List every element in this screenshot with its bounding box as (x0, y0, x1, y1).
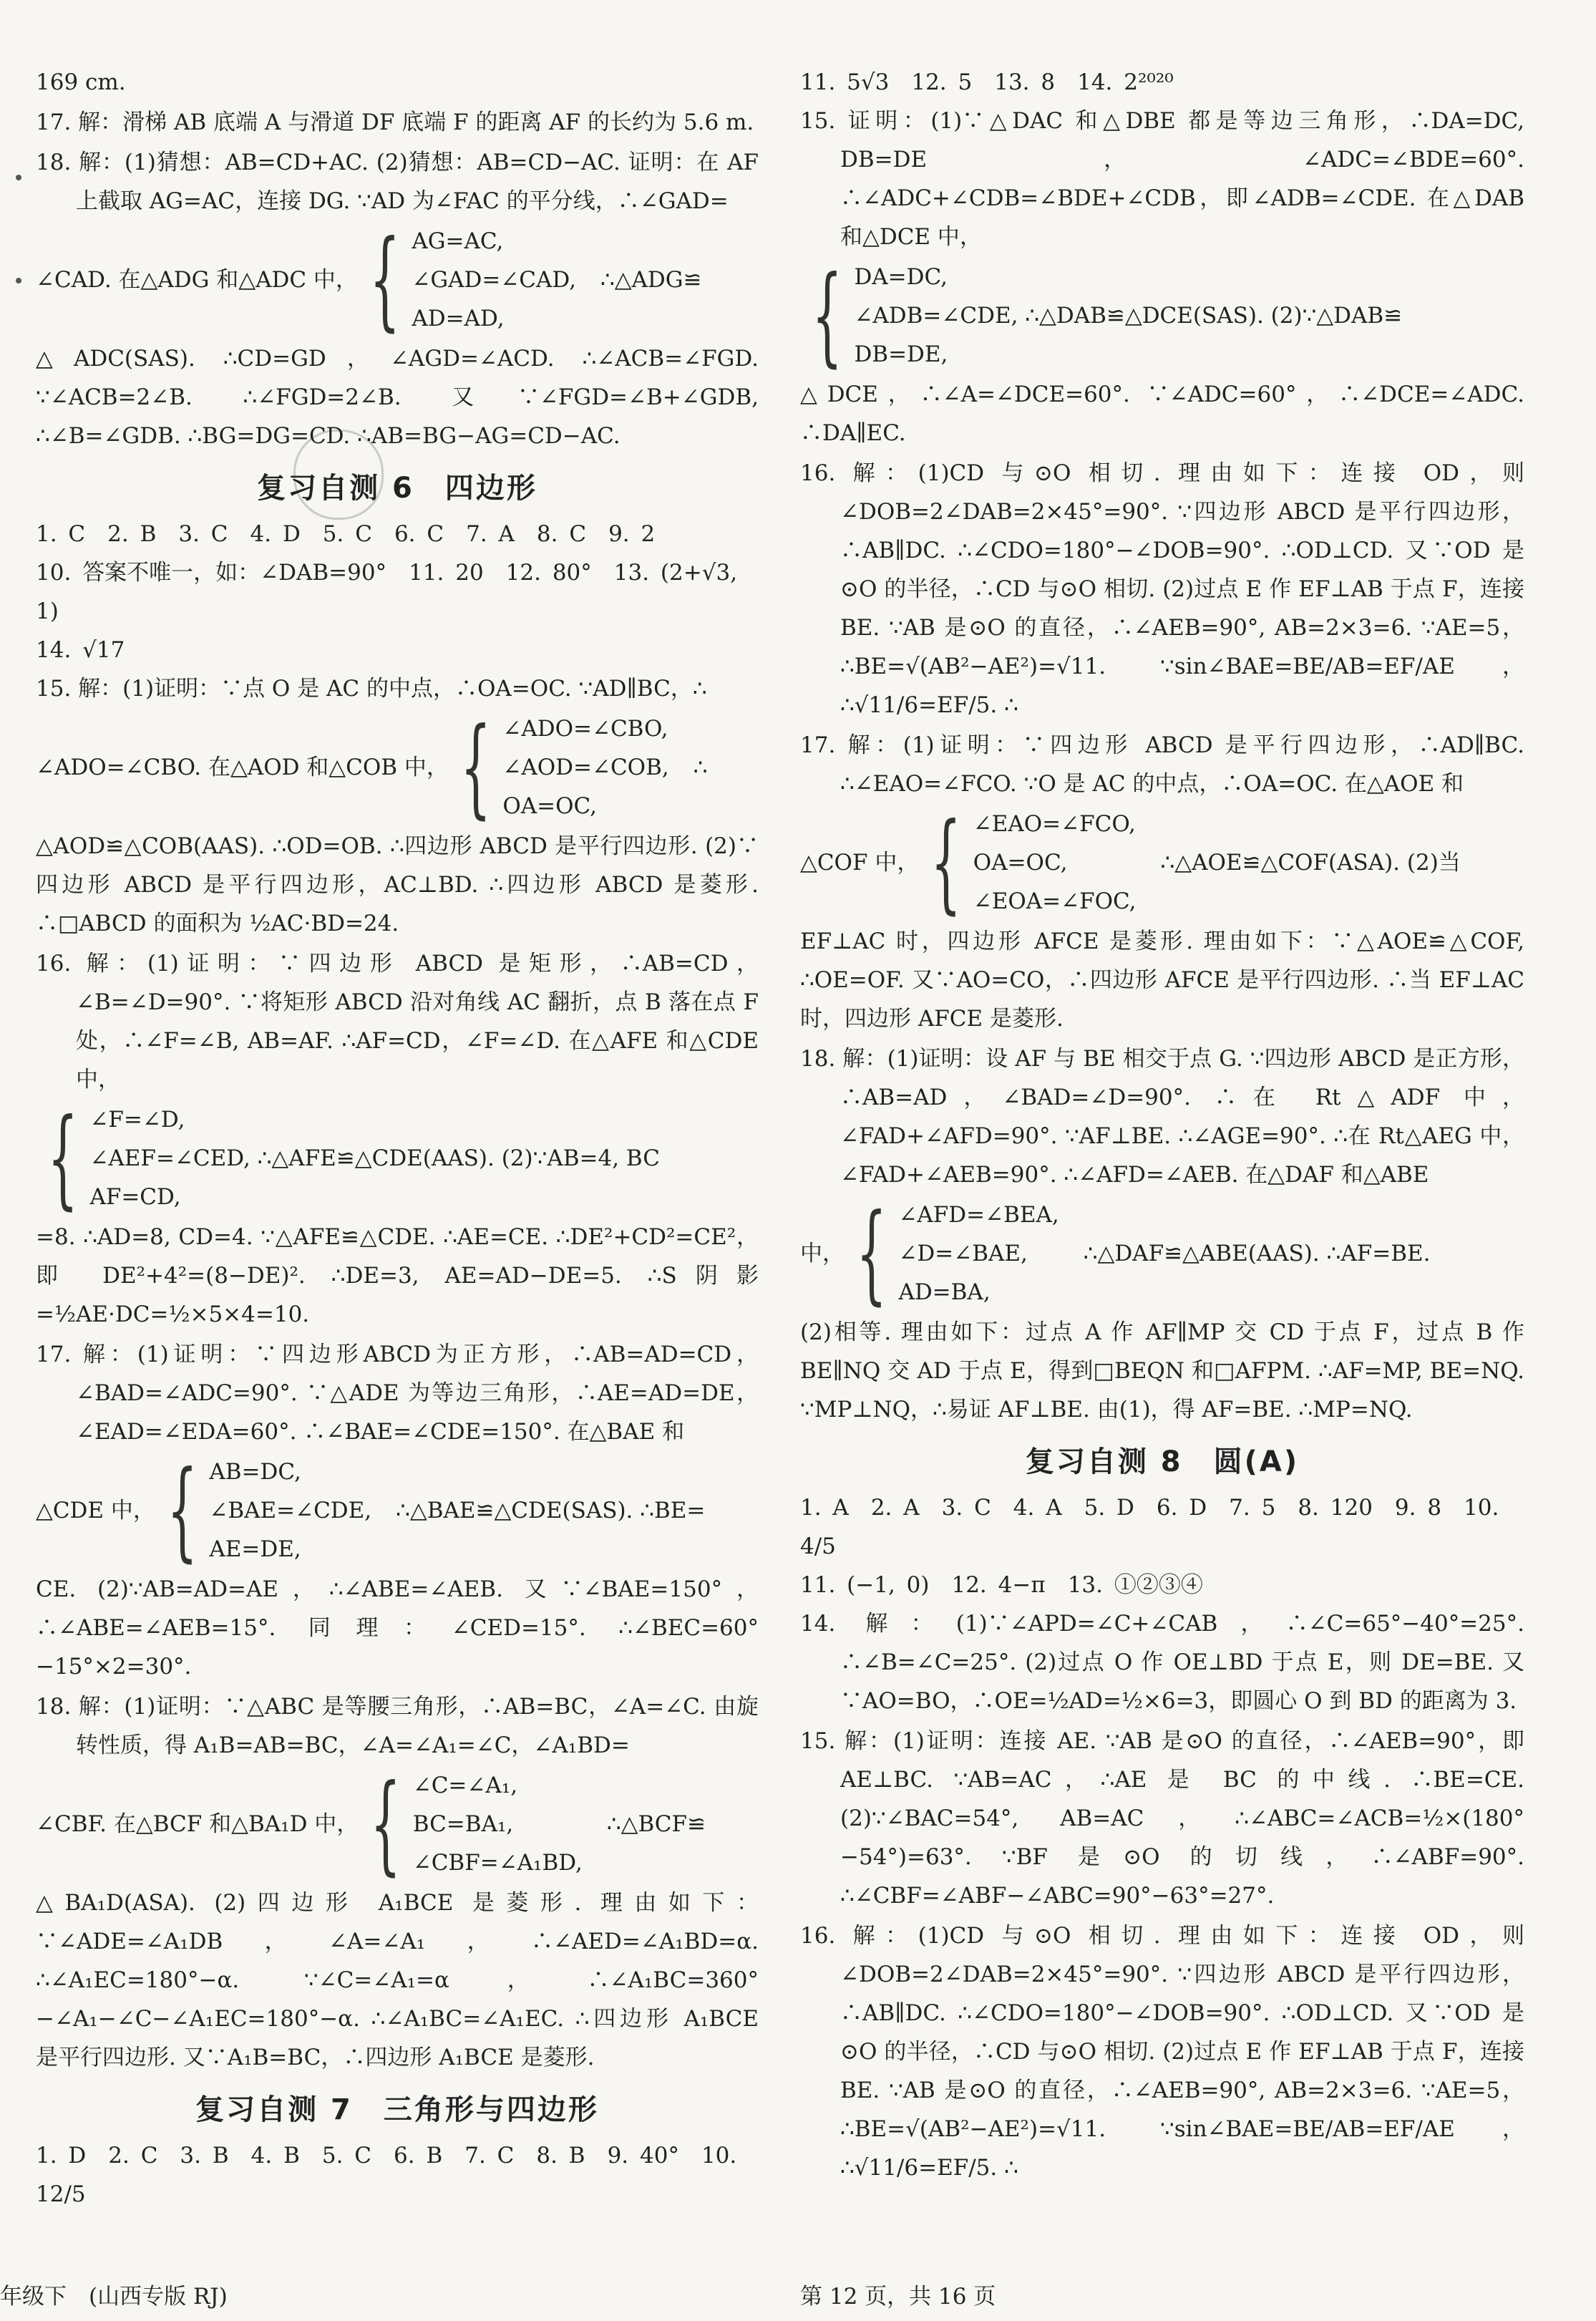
proof-system: { ∠F=∠D, ∠AEF=∠CED, ∴△AFE≌△CDE(AAS). (2)∵AB=4, BC AF=CD, (47, 1096, 660, 1221)
section-title: 复习自测 8 圆(A) (1025, 1445, 1300, 1478)
proof-system: ∠CAD. 在△ADG 和△ADC 中， { AG=AC, ∠GAD=∠CAD, AD=AD, ∴△ADG≌ (36, 218, 702, 342)
proof-system: { DA=DC, ∠ADB=∠CDE, ∴△DAB≌△DCE(SAS). (2)∵△DAB≌ DB=DE, (812, 253, 1403, 378)
left-column (36, 63, 759, 2214)
margin-dot (16, 175, 21, 180)
choice-answers: 1. D 2. C 3. B 4. B 5. C 6. B 7. C 8. B 9. 40° 10. 12/5 (36, 2143, 737, 2207)
fill-answers: 10. 答案不唯一，如：∠DAB=90° 11. 20 12. 80° 13. (2+√3, 1) (36, 560, 738, 624)
proof-system: △COF 中， { ∠EAO=∠FCO, OA=OC, ∠EOA=∠FOC, ∴△AOE≌△COF(ASA). (2)当 (800, 800, 1461, 925)
answer-15: 15. 解：(1)证明：∵点 O 是 AC 的中点，∴OA=OC. ∵AD∥BC，∴ (36, 676, 707, 702)
brace-icon: { (369, 218, 401, 342)
brace-icon: { (812, 253, 843, 378)
choice-answers: 1. C 2. B 3. C 4. D 5. C 6. C 7. A 8. C 9. 2 (36, 521, 656, 547)
answer-15: 15. 证明：(1)∵△DAC 和△DBE 都是等边三角形，∴DA=DC, DB=DE，∠ADC=∠BDE=60°. ∴∠ADC+∠CDB=∠BDE+∠CDB，即∠ADB=∠CDE. 在△DAB 和△DCE 中， (800, 108, 1524, 250)
proof-system: ∠ADO=∠CBO. 在△AOD 和△COB 中， { ∠ADO=∠CBO, ∠AOD=∠COB, OA=OC, ∴ (36, 705, 708, 830)
answer-16: 16. 解：(1)CD 与⊙O 相切. 理由如下：连接 OD，则∠DOB=2∠DAB=2×45°=90°. ∵四边形 ABCD 是平行四边形，∴AB∥DC. ∴∠CDO=180°−∠DOB=90°. ∴OD⊥CD. 又∵OD 是⊙O 的半径，∴CD 与⊙O 相切. (2)过点 E 作 EF⊥AB 于点 F，连接 BE. ∵AB 是⊙O 的直径，∴∠AEB=90°, AB=2×3=6. ∵AE=5，∴BE=√(AB²−AE²)=√11. ∵sin∠BAE=BE/AB=EF/AE，∴√11/6=EF/5. ∴ (800, 460, 1524, 718)
answer-14: 14. 解：(1)∵∠APD=∠C+∠CAB，∴∠C=65°−40°=25°. ∴∠B=∠C=25°. (2)过点 O 作 OE⊥BD 于点 E，则 DE=BE. 又∵AO=BO，∴OE=½AD=½×6=3，即圆心 O 到 BD 的距离为 3. (800, 1611, 1524, 1714)
fill-answers: 11. (−1, 0) 12. 4−π 13. ①②③④ (800, 1572, 1203, 1598)
answer-text: 169 cm. (36, 69, 126, 95)
answer-text: (2)相等. 理由如下：过点 A 作 AF∥MP 交 CD 于点 F，过点 B 作 BE∥NQ 交 AD 于点 E，得到□BEQN 和□AFPM. ∴AF=MP, BE=NQ. ∵MP⊥NQ，∴易证 AF⊥BE. 由(1)，得 AF=BE. ∴MP=NQ. (800, 1319, 1524, 1423)
answer-text: EF⊥AC 时，四边形 AFCE 是菱形. 理由如下：∵△AOE≌△COF, ∴OE=OF. 又∵AO=CO，∴四边形 AFCE 是平行四边形. ∴当 EF⊥AC 时，四边形 AFCE 是菱形. (800, 929, 1524, 1032)
proof-system: ∠CBF. 在△BCF 和△BA₁D 中， { ∠C=∠A₁, BC=BA₁, ∠CBF=∠A₁BD, ∴△BCF≌ (36, 1762, 706, 1886)
page-number: 第 12 页，共 16 页 (800, 2284, 996, 2310)
answer-16: 16. 解：(1)证明：∵四边形 ABCD 是矩形，∴AB=CD，∠B=∠D=90°. ∵将矩形 ABCD 沿对角线 AC 翻折，点 B 落在点 F 处，∴∠F=∠B, AB=AF. ∴AF=CD，∠F=∠D. 在△AFE 和△CDE 中， (36, 951, 759, 1092)
brace-icon: { (47, 1096, 79, 1221)
answer-text: △AOD≌△COB(AAS). ∴OD=OB. ∴四边形 ABCD 是平行四边形. (2)∵四边形 ABCD 是平行四边形，AC⊥BD. ∴四边形 ABCD 是菱形. ∴□ABCD 的面积为 ½AC·BD=24. (36, 833, 759, 936)
answer-text: =8. ∴AD=8, CD=4. ∵△AFE≌△CDE. ∴AE=CE. ∴DE²+CD²=CE²，即 DE²+4²=(8−DE)². ∴DE=3, AE=AD−DE=5. ∴S阴影=½AE·DC=½×5×4=10. (36, 1224, 759, 1327)
brace-icon: { (167, 1448, 198, 1573)
fill-answers: 11. 5√3 12. 5 13. 8 14. 2²⁰²⁰ (800, 69, 1174, 95)
brace-icon: { (856, 1191, 887, 1316)
answer-18: 18. 解：(1)证明：∵△ABC 是等腰三角形，∴AB=BC，∠A=∠C. 由旋转性质，得 A₁B=AB=BC，∠A=∠A₁=∠C，∠A₁BD= (36, 1694, 759, 1758)
brace-icon: { (370, 1762, 402, 1886)
answer-15: 15. 解：(1)证明：连接 AE. ∵AB 是⊙O 的直径，∴∠AEB=90°，即 AE⊥BC. ∵AB=AC，∴AE 是 BC 的中线. ∴BE=CE. (2)∵∠BAC=54°, AB=AC，∴∠ABC=∠ACB=½×(180°−54°)=63°. ∵BF 是⊙O 的切线，∴∠ABF=90°. ∴∠CBF=∠ABF−∠ABC=90°−63°=27°. (800, 1728, 1524, 1909)
section-title: 复习自测 6 四边形 (257, 472, 537, 505)
page-footer (0, 2278, 1596, 2310)
answer-17: 17. 解：(1)证明：∵四边形 ABCD 是平行四边形，∴AD∥BC. ∴∠EAO=∠FCO. ∵O 是 AC 的中点，∴OA=OC. 在△AOE 和 (800, 732, 1524, 797)
section-title: 复习自测 7 三角形与四边形 (195, 2093, 599, 2126)
answer-text: CE. (2)∵AB=AD=AE，∴∠ABE=∠AEB. 又∵∠BAE=150°，∴∠ABE=∠AEB=15°. 同理：∠CED=15°. ∴∠BEC=60°−15°×2=30°. (36, 1576, 759, 1680)
brace-icon: { (460, 705, 492, 830)
margin-dot (16, 278, 21, 284)
answer-17: 17. 解：(1)证明：∵四边形ABCD为正方形，∴AB=AD=CD，∠BAD=∠ADC=90°. ∵△ADE 为等边三角形，∴AE=AD=DE，∠EAD=∠EDA=60°. ∴∠BAE=∠CDE=150°. 在△BAE 和 (36, 1342, 759, 1445)
answer-text: △BA₁D(ASA). (2)四边形 A₁BCE 是菱形. 理由如下：∵∠ADE=∠A₁DB，∠A=∠A₁，∴∠AED=∠A₁BD=α. ∴∠A₁EC=180°−α. ∵∠C=∠A₁=α，∴∠A₁BC=360°−∠A₁−∠C−∠A₁EC=180°−α. ∴∠A₁BC=∠A₁EC. ∴四边形 A₁BCE 是平行四边形. 又∵A₁B=BC，∴四边形 A₁BCE 是菱形. (36, 1890, 759, 2070)
fill-answers: 14. √17 (36, 637, 125, 663)
proof-system: 中， { ∠AFD=∠BEA, ∠D=∠BAE, AD=BA, ∴△DAF≌△ABE(AAS). ∴AF=BE. (800, 1191, 1431, 1316)
answer-16: 16. 解：(1)CD 与⊙O 相切. 理由如下：连接 OD，则∠DOB=2∠DAB=2×45°=90°. ∵四边形 ABCD 是平行四边形，∴AB∥DC. ∴∠CDO=180°−∠DOB=90°. ∴OD⊥CD. 又∵OD 是⊙O 的半径，∴CD 与⊙O 相切. (2)过点 E 作 EF⊥AB 于点 F，连接 BE. ∵AB 是⊙O 的直径，∴∠AEB=90°, AB=2×3=6. ∵AE=5，∴BE=√(AB²−AE²)=√11. ∵sin∠BAE=BE/AB=EF/AE，∴√11/6=EF/5. ∴ (800, 1923, 1524, 2181)
proof-system: △CDE 中， { AB=DC, ∠BAE=∠CDE, AE=DE, ∴△BAE≌△CDE(SAS). ∴BE= (36, 1448, 706, 1573)
brace-icon: { (930, 800, 962, 925)
answer-18: 18. 解：(1)猜想：AB=CD+AC. (2)猜想：AB=CD−AC. 证明：在 AF 上截取 AG=AC，连接 DG. ∵AD 为∠FAC 的平分线，∴∠GAD= (36, 150, 759, 214)
answer-text: △DCE，∴∠A=∠DCE=60°. ∵∠ADC=60°，∴∠DCE=∠ADC. ∴DA∥EC. (800, 382, 1524, 446)
answer-17: 17. 解：滑梯 AB 底端 A 与滑道 DF 底端 F 的距离 AF 的长约为 5.6 m. (36, 110, 754, 135)
answer-text: △ADC(SAS). ∴CD=GD，∠AGD=∠ACD. ∴∠ACB=∠FGD. ∵∠ACB=2∠B. ∴∠FGD=2∠B. 又∵∠FGD=∠B+∠GDB, ∴∠B=∠GDB. ∴BG=DG=CD. ∴AB=BG−AG=CD−AC. (36, 346, 759, 449)
footer-edition: 年级下 (山西专版 RJ) (0, 2284, 228, 2310)
right-column (800, 63, 1524, 2189)
answer-18: 18. 解：(1)证明：设 AF 与 BE 相交于点 G. ∵四边形 ABCD 是正方形，∴AB=AD，∠BAD=∠D=90°. ∴在 Rt△ADF 中，∠FAD+∠AFD=90°. ∵AF⊥BE. ∴∠AGE=90°. ∴在 Rt△AEG 中，∠FAD+∠AEB=90°. ∴∠AFD=∠AEB. 在△DAF 和△ABE (800, 1046, 1524, 1188)
choice-answers: 1. A 2. A 3. C 4. A 5. D 6. D 7. 5 8. 120 9. 8 10. 4/5 (800, 1495, 1499, 1559)
